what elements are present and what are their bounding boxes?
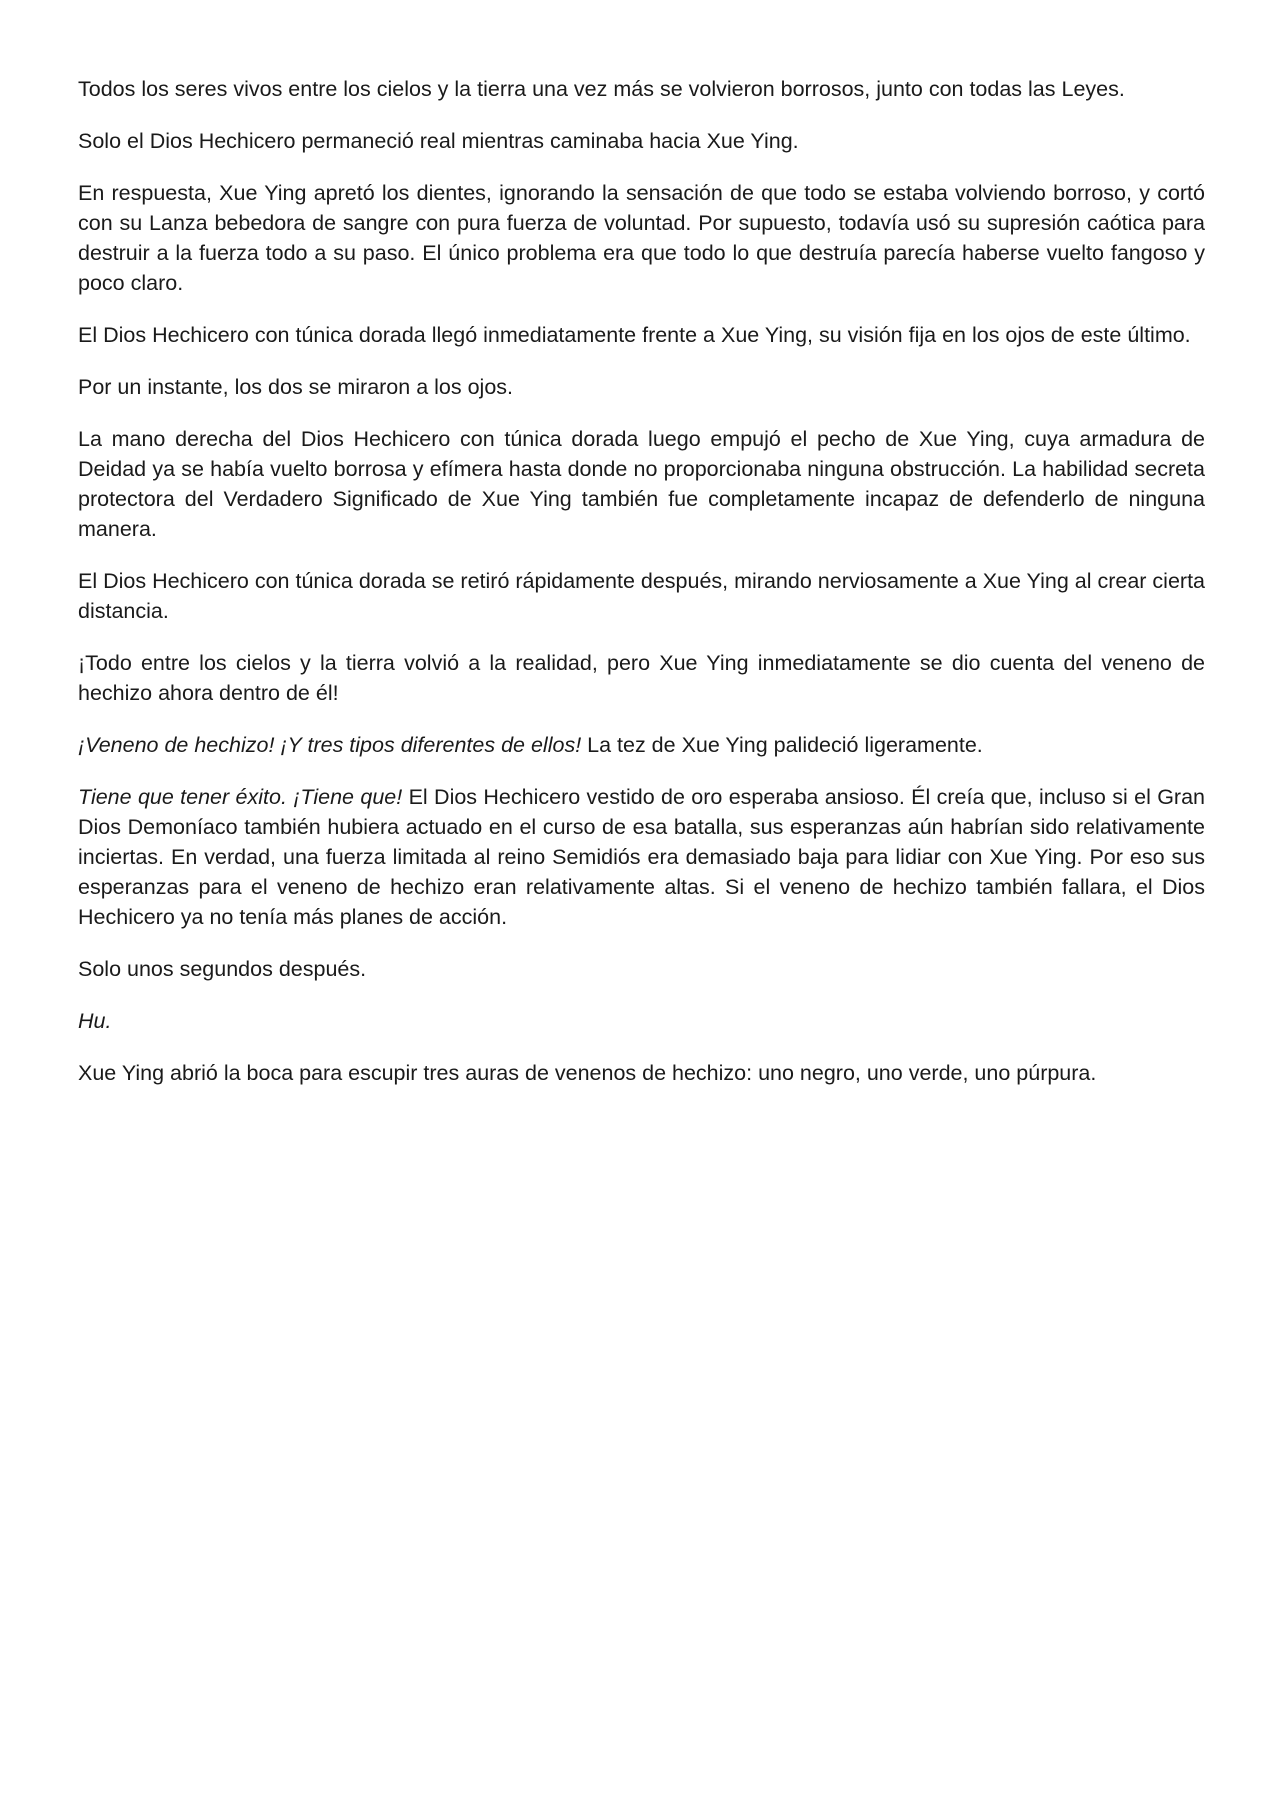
paragraph xyxy=(78,782,1205,932)
paragraph-text: El Dios Hechicero vestido de oro esperaba ansioso. Él creía que, incluso si el Gran Dios Demoníaco también hubiera actuado en el curso de esa batalla, sus esperanzas aún habrían sido relativamente inciertas. En verdad, una fuerza limitada al reino Semidiós era demasiado baja para lidiar con Xue Ying. Por eso sus esperanzas para el veneno de hechizo eran relativamente altas. Si el veneno de hechizo también fallara, el Dios Hechicero ya no tenía más planes de acción. xyxy=(78,785,1205,929)
paragraph xyxy=(78,320,1205,350)
paragraph-text: Solo el Dios Hechicero permaneció real mientras caminaba hacia Xue Ying. xyxy=(78,129,799,153)
paragraph-text: Xue Ying abrió la boca para escupir tres auras de venenos de hechizo: uno negro, uno verde, uno púrpura. xyxy=(78,1061,1097,1085)
italic-text: Hu. xyxy=(78,1009,112,1033)
paragraph-text: En respuesta, Xue Ying apretó los dientes, ignorando la sensación de que todo se estaba volviendo borroso, y cortó con su Lanza bebedora de sangre con pura fuerza de voluntad. Por supuesto, todavía usó su supresión caótica para destruir a la fuerza todo a su paso. El único problema era que todo lo que destruía parecía haberse vuelto fangoso y poco claro. xyxy=(78,181,1205,295)
paragraph xyxy=(78,178,1205,298)
paragraph-text: ¡Todo entre los cielos y la tierra volvió a la realidad, pero Xue Ying inmediatamente se dio cuenta del veneno de hechizo ahora dentro de él! xyxy=(78,651,1205,705)
paragraph xyxy=(78,954,1205,984)
paragraph-text: Todos los seres vivos entre los cielos y la tierra una vez más se volvieron borrosos, junto con todas las Leyes. xyxy=(78,77,1125,101)
paragraph-text: La mano derecha del Dios Hechicero con túnica dorada luego empujó el pecho de Xue Ying, cuya armadura de Deidad ya se había vuelto borrosa y efímera hasta donde no proporcionaba ninguna obstrucción. La habilidad secreta protectora del Verdadero Significado de Xue Ying también fue completamente incapaz de defenderlo de ninguna manera. xyxy=(78,427,1205,541)
paragraph xyxy=(78,648,1205,708)
paragraph-text: Por un instante, los dos se miraron a los ojos. xyxy=(78,375,513,399)
paragraph xyxy=(78,1006,1205,1036)
paragraph xyxy=(78,372,1205,402)
paragraph xyxy=(78,1058,1205,1088)
document-body xyxy=(78,74,1205,1088)
paragraph-text: El Dios Hechicero con túnica dorada llegó inmediatamente frente a Xue Ying, su visión fija en los ojos de este último. xyxy=(78,323,1191,347)
italic-text: ¡Veneno de hechizo! ¡Y tres tipos diferentes de ellos! xyxy=(78,733,582,757)
paragraph-text: El Dios Hechicero con túnica dorada se retiró rápidamente después, mirando nerviosamente a Xue Ying al crear cierta distancia. xyxy=(78,569,1205,623)
paragraph xyxy=(78,126,1205,156)
italic-text: Tiene que tener éxito. ¡Tiene que! xyxy=(78,785,403,809)
paragraph xyxy=(78,566,1205,626)
paragraph-text: Solo unos segundos después. xyxy=(78,957,367,981)
paragraph-text: La tez de Xue Ying palideció ligeramente. xyxy=(581,733,983,757)
paragraph xyxy=(78,74,1205,104)
paragraph xyxy=(78,730,1205,760)
paragraph xyxy=(78,424,1205,544)
